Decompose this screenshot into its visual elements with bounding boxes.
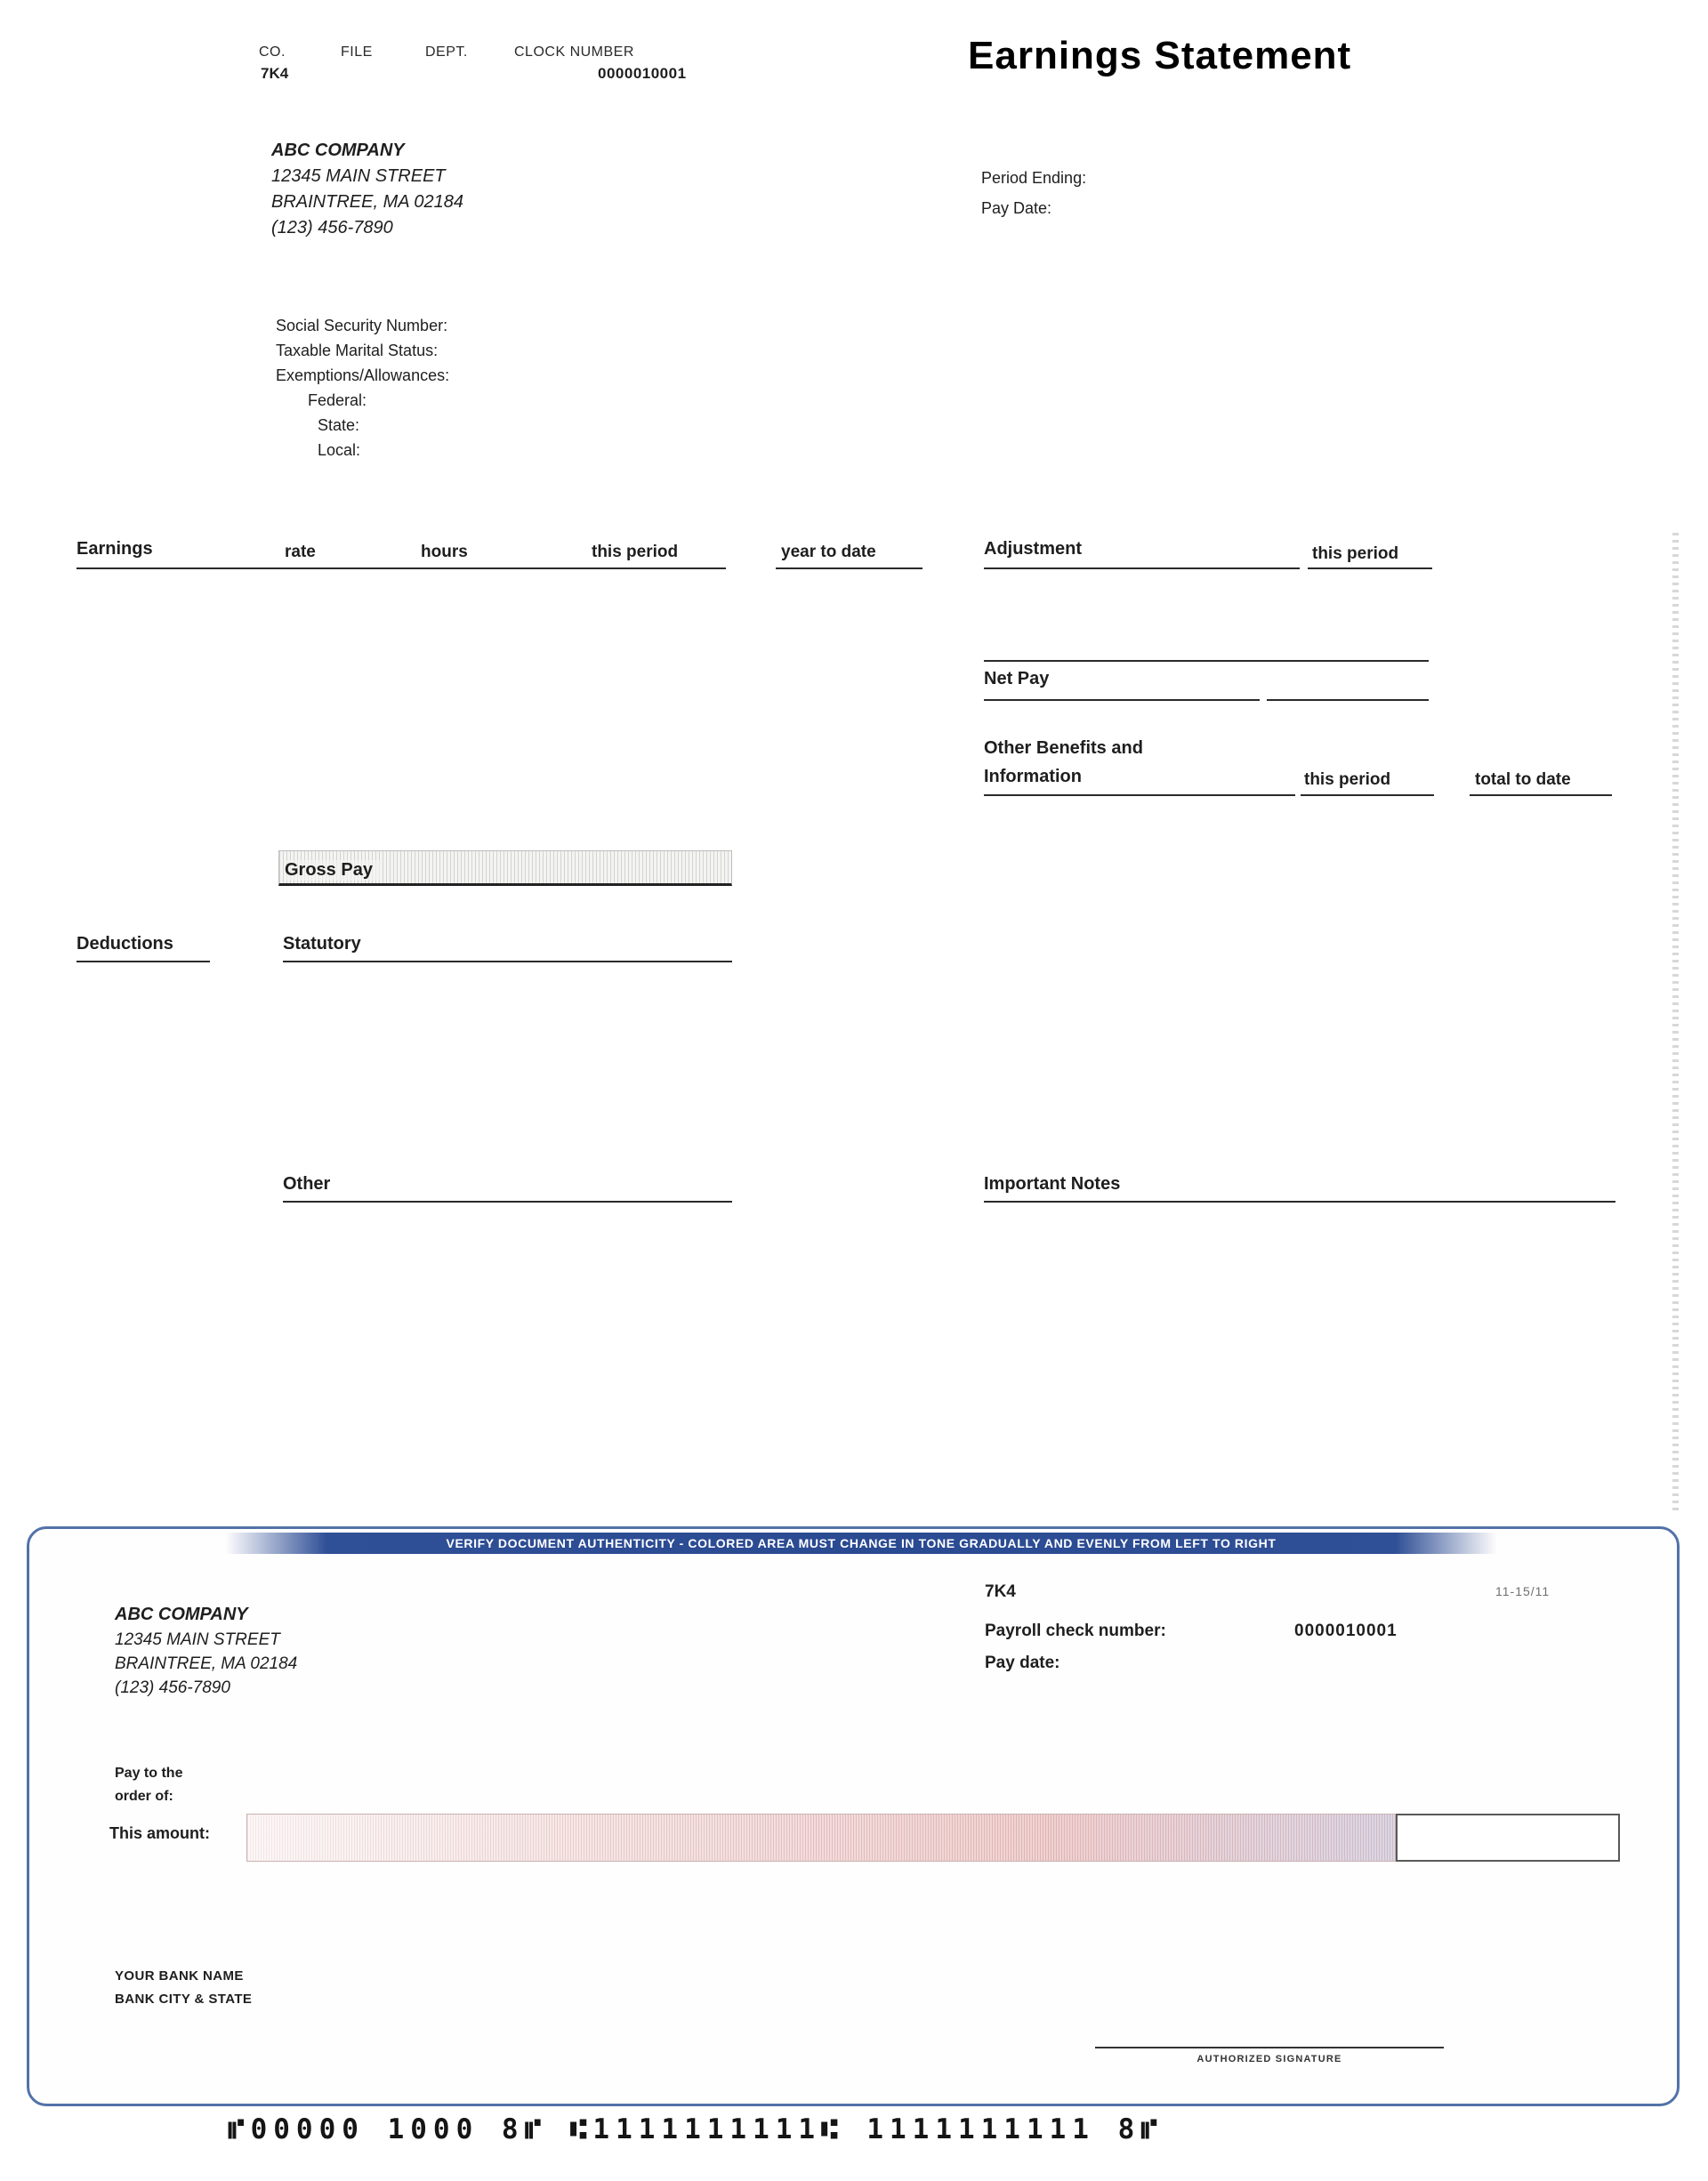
benefits-header-line1: Other Benefits and	[984, 738, 1143, 758]
adjustment-underline	[984, 567, 1300, 569]
signature-line	[1095, 2047, 1444, 2048]
page-title: Earnings Statement	[968, 34, 1352, 77]
adjustment-this-period-underline	[1308, 567, 1432, 569]
check-company-name: ABC COMPANY	[115, 1605, 248, 1624]
earnings-header-underline	[77, 567, 726, 569]
check-section	[27, 1526, 1680, 2106]
net-pay-underline-left	[984, 699, 1260, 701]
important-notes-header: Important Notes	[984, 1174, 1121, 1194]
clock-number-label: CLOCK NUMBER	[514, 44, 634, 60]
exemptions-label: Exemptions/Allowances:	[276, 366, 450, 384]
benefits-this-period-header: this period	[1304, 770, 1391, 789]
hours-column-header: hours	[421, 543, 468, 561]
statutory-header: Statutory	[283, 934, 361, 954]
pay-to-line1: Pay to the	[115, 1766, 183, 1781]
payroll-check-number-value: 0000010001	[1294, 1622, 1398, 1640]
co-value: 7K4	[261, 65, 289, 82]
deductions-underline	[77, 961, 210, 962]
amount-numeric-field	[1396, 1814, 1620, 1862]
company-phone: (123) 456-7890	[271, 218, 393, 237]
co-label: CO.	[259, 44, 286, 60]
this-amount-label: This amount:	[109, 1824, 210, 1842]
bank-name: YOUR BANK NAME	[115, 1968, 244, 1984]
benefits-this-period-underline	[1301, 794, 1434, 796]
gross-pay-shaded-field	[278, 850, 732, 886]
benefits-total-header: total to date	[1475, 770, 1571, 789]
local-label: Local:	[318, 441, 361, 459]
benefits-total-underline	[1470, 794, 1612, 796]
bank-city-state: BANK CITY & STATE	[115, 1992, 253, 2007]
state-label: State:	[318, 416, 360, 434]
benefits-header-line2: Information	[984, 767, 1082, 786]
net-pay-underline-right	[1267, 699, 1429, 701]
this-period-column-header: this period	[592, 543, 679, 561]
pay-date-label: Pay Date:	[981, 199, 1052, 217]
ytd-column-header: year to date	[781, 543, 876, 561]
statutory-underline	[283, 961, 732, 962]
check-company-code: 7K4	[985, 1582, 1016, 1601]
authorized-signature-label: AUTHORIZED SIGNATURE	[1196, 2054, 1342, 2064]
deductions-header: Deductions	[77, 934, 173, 954]
check-fraction: 11-15/11	[1495, 1584, 1551, 1598]
vertical-fine-print	[1672, 532, 1679, 1510]
payroll-check-number-label: Payroll check number:	[985, 1622, 1166, 1640]
adjustment-this-period-header: this period	[1312, 544, 1399, 563]
check-pay-date-label: Pay date:	[985, 1654, 1060, 1672]
file-label: FILE	[341, 44, 373, 60]
company-name: ABC COMPANY	[271, 141, 405, 160]
ssn-label: Social Security Number:	[276, 317, 448, 334]
adjustment-header: Adjustment	[984, 539, 1082, 559]
earnings-header: Earnings	[77, 539, 153, 559]
check-company-phone: (123) 456-7890	[115, 1678, 230, 1697]
company-street: 12345 MAIN STREET	[271, 166, 446, 186]
pay-to-line2: order of:	[115, 1789, 173, 1804]
gross-pay-label: Gross Pay	[285, 860, 380, 881]
ytd-header-underline	[776, 567, 922, 569]
check-company-street: 12345 MAIN STREET	[115, 1630, 280, 1649]
federal-label: Federal:	[308, 391, 367, 409]
net-pay-label: Net Pay	[984, 669, 1050, 688]
dept-label: DEPT.	[425, 44, 468, 60]
net-pay-top-rule	[984, 660, 1429, 662]
check-company-city: BRAINTREE, MA 02184	[115, 1654, 298, 1673]
period-ending-label: Period Ending:	[981, 169, 1087, 187]
marital-status-label: Taxable Marital Status:	[276, 342, 439, 359]
authenticity-banner: VERIFY DOCUMENT AUTHENTICITY - COLORED AREA MUST CHANGE IN TONE GRADUALLY AND EVENLY FROM LEFT TO RIGHT	[225, 1533, 1497, 1554]
company-city: BRAINTREE, MA 02184	[271, 192, 464, 212]
rate-column-header: rate	[285, 543, 316, 561]
other-underline	[283, 1201, 732, 1203]
clock-number-value: 0000010001	[598, 65, 687, 82]
important-notes-underline	[984, 1201, 1615, 1203]
micr-line: ⑈00000 1000 8⑈ ⑆1111111111⑆ 1111111111 8⑈	[228, 2113, 1164, 2145]
benefits-underline	[984, 794, 1295, 796]
other-header: Other	[283, 1174, 331, 1194]
amount-words-field	[246, 1814, 1396, 1862]
